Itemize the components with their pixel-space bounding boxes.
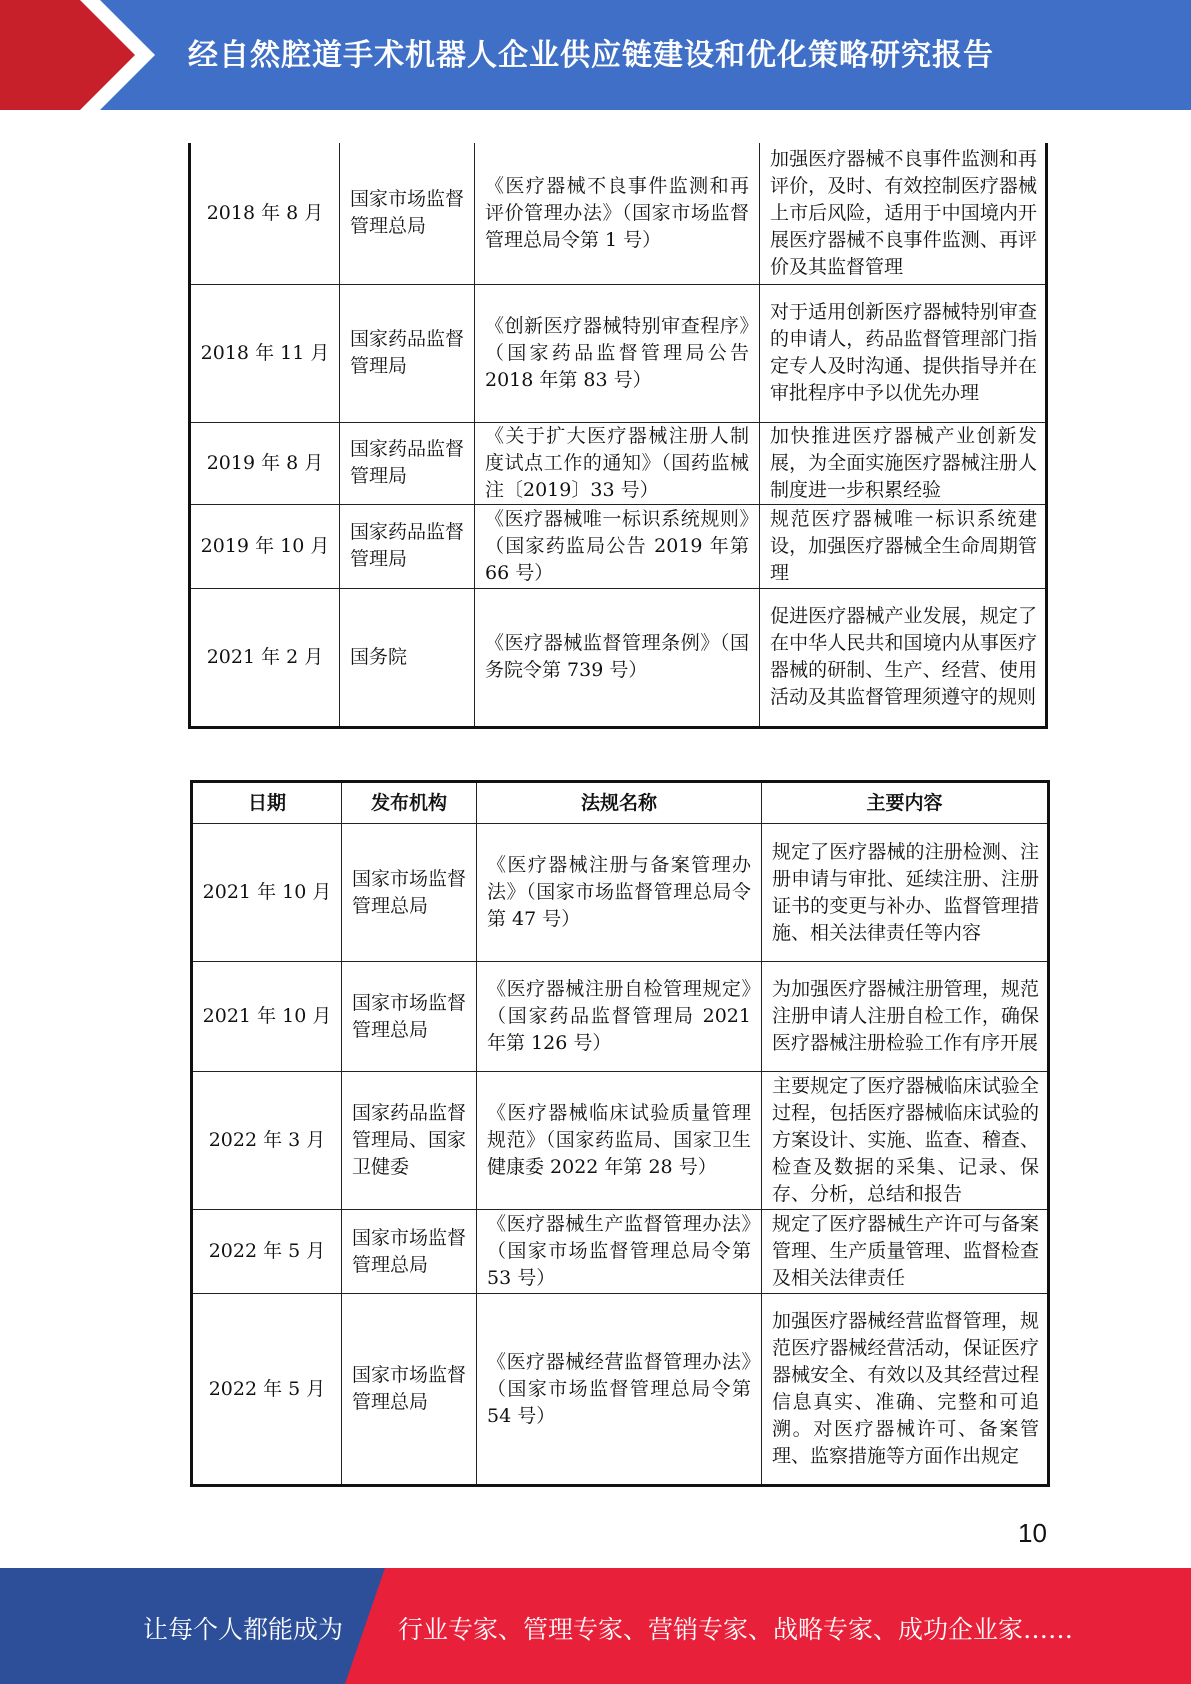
footer-slogan-right: 行业专家、管理专家、营销专家、战略专家、成功企业家…… [398, 1615, 1074, 1644]
agency-cell: 国家市场监督管理总局 [342, 962, 477, 1072]
law-name-cell: 《关于扩大医疗器械注册人制度试点工作的通知》（国药监械注〔2019〕33 号） [475, 422, 760, 504]
regulation-table [190, 780, 1050, 1487]
table-row [190, 143, 1047, 284]
regulation-table-continued [188, 143, 1048, 729]
content-cell: 加强医疗器械经营监督管理，规范医疗器械经营活动，保证医疗器械安全、有效以及其经营过程信息真实、准确、完整和可追溯。对医疗器械许可、备案管理、监察措施等方面作出规定 [762, 1294, 1049, 1486]
table-row [192, 824, 1049, 962]
date-cell: 2019 年 8 月 [190, 422, 340, 504]
page-footer [0, 1568, 1191, 1684]
agency-cell: 国家市场监督管理总局 [340, 143, 475, 284]
table-row [192, 1210, 1049, 1294]
law-name-cell: 《医疗器械生产监督管理办法》（国家市场监督管理总局令第 53 号） [477, 1210, 762, 1294]
law-name-cell: 《医疗器械临床试验质量管理规范》（国家药监局、国家卫生健康委 2022 年第 28 号） [477, 1072, 762, 1210]
agency-cell: 国家药品监督管理局 [340, 422, 475, 504]
date-cell: 2018 年 8 月 [190, 143, 340, 284]
footer-slogan-left: 让每个人都能成为 [143, 1615, 344, 1644]
date-cell: 2022 年 5 月 [192, 1294, 342, 1486]
law-name-cell: 《医疗器械唯一标识系统规则》（国家药监局公告 2019 年第 66 号） [475, 504, 760, 588]
agency-cell: 国家市场监督管理总局 [342, 1294, 477, 1486]
agency-cell: 国家市场监督管理总局 [342, 1210, 477, 1294]
content-cell: 规范医疗器械唯一标识系统建设，加强医疗器械全生命周期管理 [760, 504, 1047, 588]
agency-cell: 国务院 [340, 588, 475, 727]
law-name-cell: 《医疗器械注册与备案管理办法》（国家市场监督管理总局令第 47 号） [477, 824, 762, 962]
table-row [192, 1294, 1049, 1486]
date-cell: 2019 年 10 月 [190, 504, 340, 588]
table-row [190, 422, 1047, 504]
page-header [0, 0, 1191, 110]
report-title: 经自然腔道手术机器人企业供应链建设和优化策略研究报告 [188, 38, 994, 73]
content-cell: 为加强医疗器械注册管理，规范注册申请人注册自检工作，确保医疗器械注册检验工作有序开展 [762, 962, 1049, 1072]
table-row [192, 1072, 1049, 1210]
content-cell: 规定了医疗器械生产许可与备案管理、生产质量管理、监督检查及相关法律责任 [762, 1210, 1049, 1294]
date-cell: 2021 年 2 月 [190, 588, 340, 727]
table-row [192, 962, 1049, 1072]
law-name-cell: 《医疗器械不良事件监测和再评价管理办法》（国家市场监督管理总局令第 1 号） [475, 143, 760, 284]
column-header-content: 主要内容 [762, 782, 1049, 824]
law-name-cell: 《医疗器械经营监督管理办法》（国家市场监督管理总局令第 54 号） [477, 1294, 762, 1486]
content-cell: 加快推进医疗器械产业创新发展，为全面实施医疗器械注册人制度进一步积累经验 [760, 422, 1047, 504]
column-header-law: 法规名称 [477, 782, 762, 824]
table-row [190, 588, 1047, 727]
date-cell: 2021 年 10 月 [192, 962, 342, 1072]
law-name-cell: 《医疗器械监督管理条例》（国务院令第 739 号） [475, 588, 760, 727]
page-number: 10 [1018, 1518, 1047, 1548]
law-name-cell: 《创新医疗器械特别审查程序》（国家药品监督管理局公告 2018 年第 83 号） [475, 284, 760, 422]
agency-cell: 国家药品监督管理局 [340, 284, 475, 422]
law-name-cell: 《医疗器械注册自检管理规定》（国家药品监督管理局 2021 年第 126 号） [477, 962, 762, 1072]
agency-cell: 国家药品监督管理局、国家卫健委 [342, 1072, 477, 1210]
content-cell: 加强医疗器械不良事件监测和再评价，及时、有效控制医疗器械上市后风险，适用于中国境内开展医疗器械不良事件监测、再评价及其监督管理 [760, 143, 1047, 284]
table-row [190, 504, 1047, 588]
content-cell: 规定了医疗器械的注册检测、注册申请与审批、延续注册、注册证书的变更与补办、监督管理措施、相关法律责任等内容 [762, 824, 1049, 962]
date-cell: 2021 年 10 月 [192, 824, 342, 962]
column-header-date: 日期 [192, 782, 342, 824]
table-header-row [192, 782, 1049, 824]
content-cell: 对于适用创新医疗器械特别审查的申请人，药品监督管理部门指定专人及时沟通、提供指导并在审批程序中予以优先办理 [760, 284, 1047, 422]
date-cell: 2022 年 3 月 [192, 1072, 342, 1210]
date-cell: 2018 年 11 月 [190, 284, 340, 422]
content-cell: 主要规定了医疗器械临床试验全过程，包括医疗器械临床试验的方案设计、实施、监查、稽查、检查及数据的采集、记录、保存、分析，总结和报告 [762, 1072, 1049, 1210]
table-row [190, 284, 1047, 422]
agency-cell: 国家市场监督管理总局 [342, 824, 477, 962]
agency-cell: 国家药品监督管理局 [340, 504, 475, 588]
date-cell: 2022 年 5 月 [192, 1210, 342, 1294]
content-cell: 促进医疗器械产业发展，规定了在中华人民共和国境内从事医疗器械的研制、生产、经营、使用活动及其监督管理须遵守的规则 [760, 588, 1047, 727]
column-header-agency: 发布机构 [342, 782, 477, 824]
